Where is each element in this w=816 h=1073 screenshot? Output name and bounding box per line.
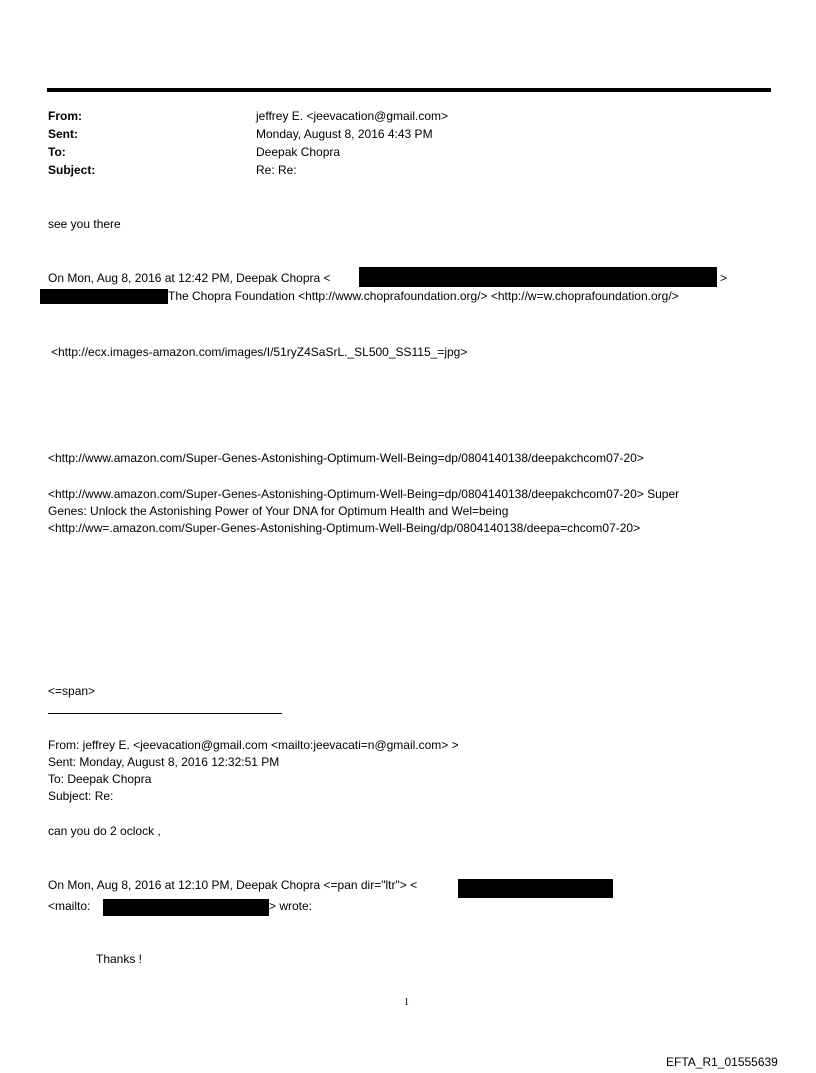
header-rule <box>47 88 771 92</box>
subject-label: Subject: <box>48 163 96 177</box>
fwd-message: can you do 2 oclock , <box>48 824 161 838</box>
document-id: EFTA_R1_01555639 <box>666 1055 778 1069</box>
redaction-block <box>103 899 269 916</box>
quote2-mailto: <mailto: <box>48 899 91 913</box>
to-value: Deepak Chopra <box>256 145 341 159</box>
to-label: To: <box>48 145 66 159</box>
redaction-block <box>40 289 168 304</box>
span-tag-text: <=span> <box>48 684 96 698</box>
sent-value: Monday, August 8, 2016 4:43 PM <box>256 127 433 141</box>
from-value: jeffrey E. <jeevacation@gmail.com> <box>256 109 449 123</box>
redaction-block <box>458 879 613 898</box>
image-link: <http://ecx.images-amazon.com/images/I/51ryZ4SaSrL._SL500_SS115_=jpg> <box>51 345 468 359</box>
book-title-line: Genes: Unlock the Astonishing Power of Your DNA for Optimum Health and Wel=being <box>48 504 509 518</box>
quote2-line1: On Mon, Aug 8, 2016 at 12:10 PM, Deepak Chopra <=pan dir="ltr"> < <box>48 878 418 892</box>
redaction-block <box>359 267 717 287</box>
separator-line <box>48 713 282 714</box>
subject-value: Re: Re: <box>256 163 297 177</box>
from-label: From: <box>48 109 82 123</box>
fwd-from: From: jeffrey E. <jeevacation@gmail.com <mailto:jeevacati=n@gmail.com> > <box>48 738 459 752</box>
quote2-wrote: > wrote: <box>269 899 313 913</box>
amazon-link-1: <http://www.amazon.com/Super-Genes-Astonishing-Optimum-Well-Being=dp/0804140138/deepakchcom07-20> <box>48 451 644 465</box>
reply-text: see you there <box>48 217 121 231</box>
amazon-link-3: <http://ww=.amazon.com/Super-Genes-Astonishing-Optimum-Well-Being/dp/0804140138/deepa=chcom07-20> <box>48 521 641 535</box>
page-number: 1 <box>404 997 409 1008</box>
sent-label: Sent: <box>48 127 78 141</box>
quote1-line1: On Mon, Aug 8, 2016 at 12:42 PM, Deepak Chopra < <box>48 271 331 285</box>
quote1-line1-end: > <box>720 271 728 285</box>
quote1-line2: The Chopra Foundation <http://www.choprafoundation.org/> <http://w=w.choprafoundation.org/> <box>168 289 679 303</box>
amazon-link-2: <http://www.amazon.com/Super-Genes-Astonishing-Optimum-Well-Being=dp/0804140138/deepakchcom07-20> Super <box>48 487 680 501</box>
fwd-sent: Sent: Monday, August 8, 2016 12:32:51 PM <box>48 755 280 769</box>
fwd-subject: Subject: Re: <box>48 789 114 803</box>
thanks-text: Thanks ! <box>96 952 143 966</box>
fwd-to: To: Deepak Chopra <box>48 772 152 786</box>
